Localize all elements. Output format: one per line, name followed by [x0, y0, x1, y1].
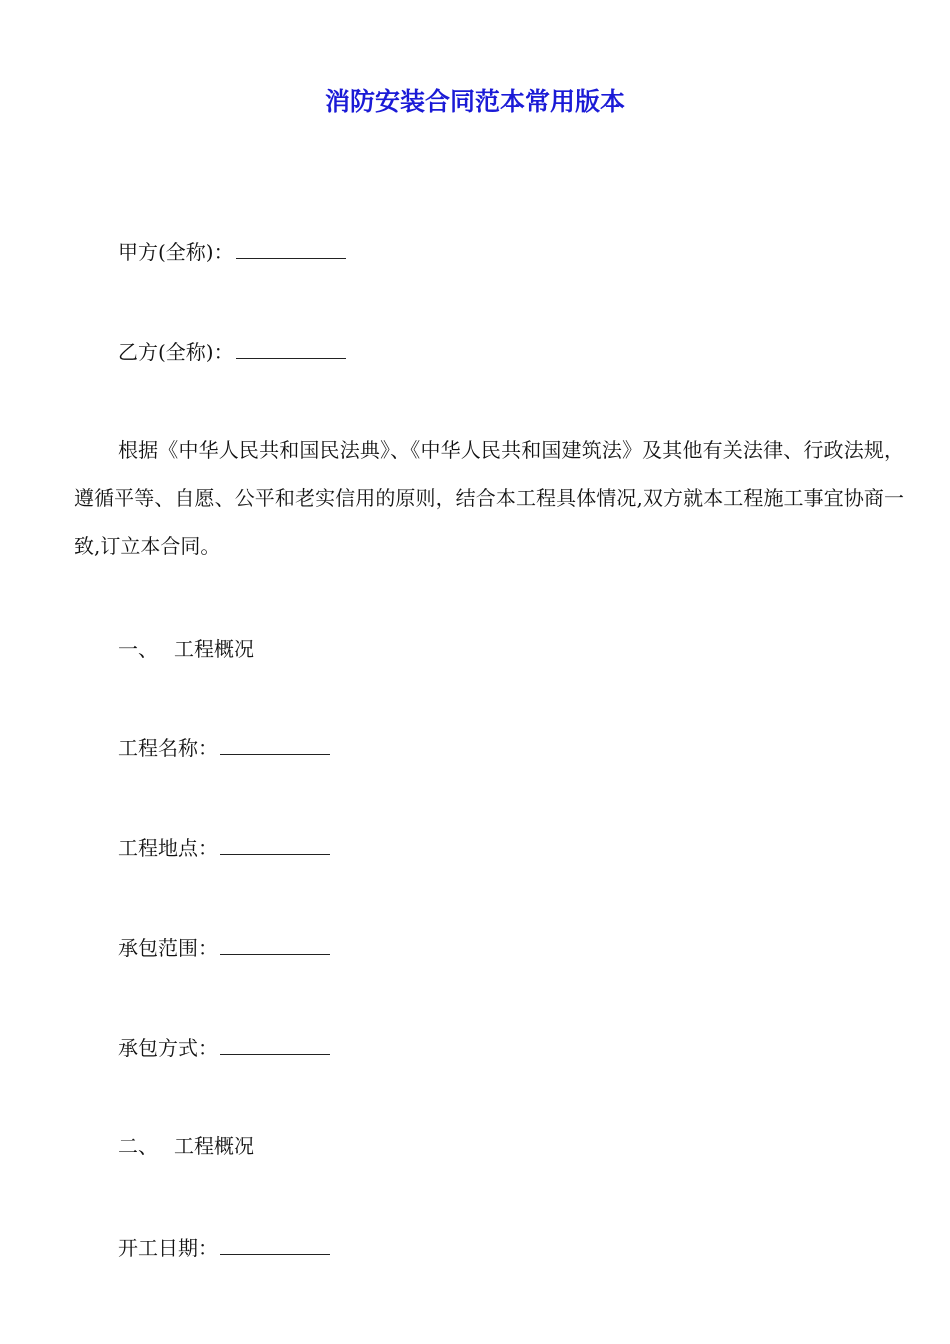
field-start-date [118, 1233, 330, 1263]
field-label: 工程名称： [118, 736, 218, 760]
party-b-line [118, 337, 346, 367]
section-1-heading [118, 634, 254, 664]
field-project-name [118, 733, 330, 763]
field-blank [220, 1236, 330, 1255]
field-blank [220, 1036, 330, 1055]
field-label: 工程地点： [118, 836, 218, 860]
field-blank [220, 836, 330, 855]
section-1-title: 工程概况 [174, 637, 254, 661]
field-label: 开工日期： [118, 1236, 218, 1260]
section-2-title: 工程概况 [174, 1134, 254, 1158]
field-contract-method [118, 1033, 330, 1063]
party-a-blank [236, 240, 346, 259]
party-a-label: 甲方(全称)： [118, 240, 234, 264]
party-b-blank [236, 340, 346, 359]
field-label: 承包范围： [118, 936, 218, 960]
intro-paragraph: 根据《中华人民共和国民法典》、《中华人民共和国建筑法》及其他有关法律、行政法规，遵循平等、自愿、公平和老实信用的原则，结合本工程具体情况,双方就本工程施工事宜协商一致,订立本合同。 [74, 438, 904, 558]
document-title: 消防安装合同范本常用版本 [324, 87, 625, 116]
field-contract-scope [118, 933, 330, 963]
field-label: 承包方式： [118, 1036, 218, 1060]
section-1-number: 一、 [118, 637, 158, 661]
field-project-location [118, 833, 330, 863]
section-2-number: 二、 [118, 1134, 158, 1158]
field-blank [220, 936, 330, 955]
section-2-heading [118, 1131, 254, 1161]
field-blank [220, 736, 330, 755]
party-b-label: 乙方(全称)： [118, 340, 234, 364]
party-a-line [118, 237, 346, 267]
